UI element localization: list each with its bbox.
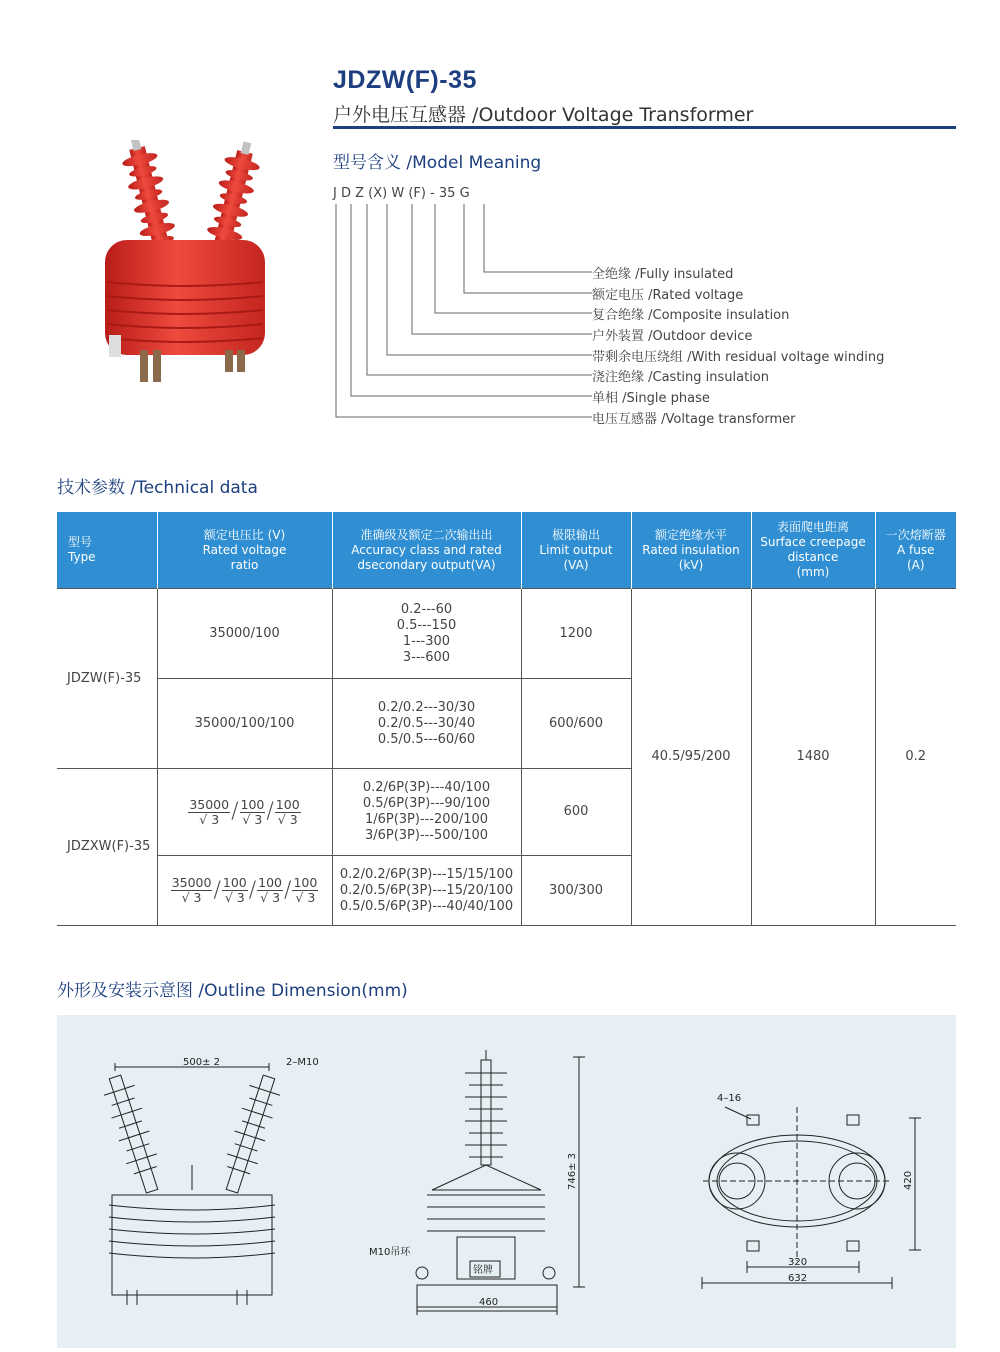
nameplate-label: 铭牌 xyxy=(473,1265,493,1276)
dim-632: 632 xyxy=(788,1273,808,1284)
model-item-7: 单相 /Single phase xyxy=(592,391,710,406)
top-view xyxy=(702,1107,921,1289)
page-title: JDZW(F)-35 xyxy=(333,66,477,94)
col-fuse: 一次熔断器 A fuse (A) xyxy=(875,512,956,589)
fuse-cell: 0.2 xyxy=(875,589,956,926)
dim-ring: M10吊环 xyxy=(369,1247,411,1258)
model-item-4: 户外装置 /Outdoor device xyxy=(592,329,753,344)
col-creepage: 表面爬电距离 Surface creepage distance (mm) xyxy=(751,512,875,589)
page-subtitle: 户外电压互感器 /Outdoor Voltage Transformer xyxy=(333,104,754,126)
insulation-cell: 40.5/95/200 xyxy=(631,589,751,926)
model-item-3: 复合绝缘 /Composite insulation xyxy=(592,308,790,323)
model-item-2: 额定电压 /Rated voltage xyxy=(592,288,744,303)
model-meaning-leaders xyxy=(330,200,600,422)
limit-cell: 300/300 xyxy=(521,856,631,926)
outline-drawing xyxy=(57,1015,956,1348)
accuracy-cell: 0.2/0.2/6P(3P)---15/15/100 0.2/0.5/6P(3P)---15/20/100 0.5/0.5/6P(3P)---40/40/100 xyxy=(332,856,521,926)
ratio-cell xyxy=(157,769,332,856)
dim-746: 746± 3 xyxy=(567,1152,578,1190)
ratio-cell: 35000/100/100 xyxy=(157,679,332,769)
ratio-cell: 35000/100 xyxy=(157,589,332,679)
side-view xyxy=(416,1050,585,1315)
col-accuracy: 准确级及额定二次输出出 Accuracy class and rated dsecondary output(VA) xyxy=(332,512,521,589)
dim-m10: 2–M10 xyxy=(286,1057,319,1068)
table-header-row xyxy=(57,512,956,589)
technical-heading: 技术参数 /Technical data xyxy=(57,478,258,498)
accuracy-cell: 0.2/6P(3P)---40/100 0.5/6P(3P)---90/100 1/6P(3P)---200/100 3/6P(3P)---500/100 xyxy=(332,769,521,856)
col-ratio: 额定电压比 (V) Rated voltage ratio xyxy=(157,512,332,589)
type-cell: JDZXW(F)-35 xyxy=(57,769,157,926)
col-limit: 极限输出 Limit output (VA) xyxy=(521,512,631,589)
model-item-1: 全绝缘 /Fully insulated xyxy=(592,267,734,282)
ratio-cell xyxy=(157,856,332,926)
ratio-fraction: 35000 √ 3 / 100 √ 3 / 100 √ 3 xyxy=(189,796,300,827)
outline-heading: 外形及安装示意图 /Outline Dimension(mm) xyxy=(57,981,408,1001)
accuracy-cell: 0.2/0.2---30/30 0.2/0.5---30/40 0.5/0.5---60/60 xyxy=(332,679,521,769)
col-type: 型号 Type xyxy=(57,512,157,589)
limit-cell: 600/600 xyxy=(521,679,631,769)
model-code: J D Z (X) W (F) - 35 G xyxy=(333,186,470,201)
limit-cell: 600 xyxy=(521,769,631,856)
type-cell: JDZW(F)-35 xyxy=(57,589,157,769)
model-item-8: 电压互感器 /Voltage transformer xyxy=(592,412,796,427)
technical-table xyxy=(57,512,956,926)
col-insulation: 额定绝缘水平 Rated insulation (kV) xyxy=(631,512,751,589)
ratio-fraction: 35000 √ 3 / 100 √ 3 / 100 √ 3 / 100 √ 3 xyxy=(171,875,318,905)
front-view xyxy=(100,1063,284,1305)
limit-cell: 1200 xyxy=(521,589,631,679)
dim-4-16: 4–16 xyxy=(717,1093,742,1104)
dim-460: 460 xyxy=(479,1297,499,1308)
dim-500: 500± 2 xyxy=(183,1057,221,1068)
model-meaning-heading: 型号含义 /Model Meaning xyxy=(333,153,542,173)
accuracy-cell: 0.2---60 0.5---150 1---300 3---600 xyxy=(332,589,521,679)
table-row xyxy=(57,589,956,679)
model-item-6: 浇注绝缘 /Casting insulation xyxy=(592,370,770,385)
dim-420: 420 xyxy=(903,1170,914,1190)
product-photo xyxy=(85,140,285,390)
model-item-5: 带剩余电压绕组 /With residual voltage winding xyxy=(592,350,885,365)
creepage-cell: 1480 xyxy=(751,589,875,926)
title-rule xyxy=(333,126,956,129)
dim-320: 320 xyxy=(788,1257,808,1268)
